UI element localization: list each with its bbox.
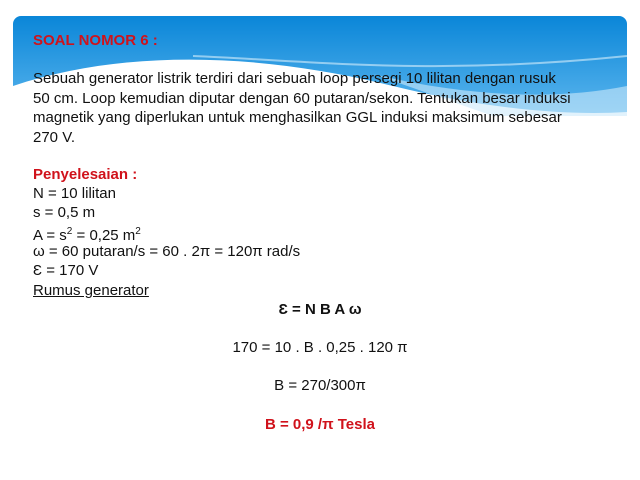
problem-title: SOAL NOMOR 6 :	[33, 32, 158, 49]
equation-answer: B = 0,9 /π Tesla	[264, 416, 375, 433]
given-a-pre: A = s	[33, 227, 67, 244]
given-n: N = 10 lilitan	[33, 185, 116, 202]
superscript: 2	[135, 226, 141, 237]
problem-line: 270 V.	[33, 129, 75, 146]
superscript: 2	[66, 226, 73, 237]
solution-heading: Penyelesaian :	[33, 166, 138, 183]
formula-label-text: Rumus generator	[33, 282, 149, 299]
equation-formula: Ɛ = N B A ω	[278, 301, 362, 318]
equation-substitution: 170 = 10 . B . 0,25 . 120 π	[232, 339, 408, 356]
given-emf: Ɛ = 170 V	[33, 262, 99, 279]
given-omega: ω = 60 putaran/s = 60 . 2π = 120π rad/s	[33, 243, 301, 260]
given-a-mid: = 0,25 m	[72, 227, 136, 244]
problem-line: Sebuah generator listrik terdiri dari sebuah loop persegi 10 lilitan dengan rusuk	[33, 70, 556, 87]
problem-line: 50 cm. Loop kemudian diputar dengan 60 putaran/sekon. Tentukan besar induksi	[33, 90, 571, 107]
formula-label	[33, 281, 149, 300]
problem-line: magnetik yang diperlukan untuk menghasilkan GGL induksi maksimum sebesar	[33, 109, 562, 126]
equation-step: B = 270/300π	[274, 377, 366, 394]
given-s: s = 0,5 m	[33, 204, 96, 221]
